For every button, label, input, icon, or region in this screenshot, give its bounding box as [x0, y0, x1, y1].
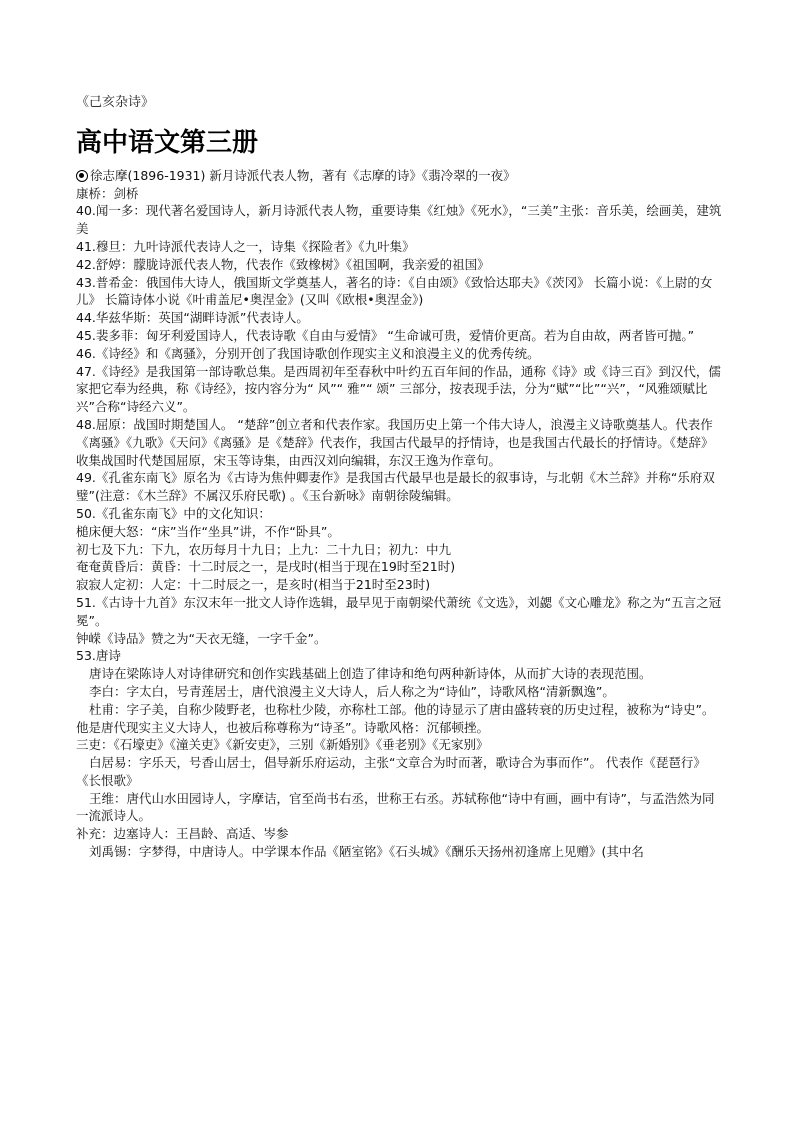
text-line — [76, 202, 722, 238]
text-line — [76, 541, 722, 559]
poem-reference: 《己亥杂诗》 — [76, 95, 155, 110]
line-text: 白居易：字乐天，号香山居士，倡导新乐府运动，主张“文章合为时而著，歌诗合为事而作”。 代表作《琵琶行》《长恨歌》 — [76, 755, 706, 788]
line-text: 初七及下九：下九，农历每月十九日；上九：二十九日；初九：中九 — [76, 541, 452, 557]
line-text: 50.《孔雀东南飞》中的文化知识： — [76, 505, 271, 521]
text-line — [76, 274, 722, 310]
text-line — [76, 683, 722, 701]
line-text: 46.《诗经》和《离骚》，分别开创了我国诗歌创作现实主义和浪漫主义的优秀传统。 — [76, 345, 540, 361]
text-line — [76, 665, 722, 683]
document-page — [76, 94, 722, 861]
line-text: 唐诗在梁陈诗人对诗律研究和创作实践基础上创造了律诗和绝句两种新诗体，从而扩大诗的表现范围。 — [89, 666, 652, 682]
line-text: 三吏：《石壕吏》《潼关吏》《新安吏》，三别《新婚别》《垂老别》《无家别》 — [76, 737, 489, 753]
text-line — [76, 701, 722, 737]
bullet-circle-icon — [76, 170, 88, 182]
line-text: 杜甫：字子美，自称少陵野老，也称杜少陵，亦称杜工部。他的诗显示了唐由盛转衰的历史过程，被称为“诗史”。他是唐代现实主义大诗人，也被后称尊称为“诗圣”。诗歌风格：沉郁顿挫。 — [76, 701, 715, 735]
text-line — [76, 843, 722, 861]
text-line — [76, 363, 722, 416]
text-line — [76, 167, 722, 185]
line-text: 康桥：剑桥 — [76, 185, 139, 201]
line-text: 49.《孔雀东南飞》原名为《古诗为焦仲卿妻作》是我国古代最早也是最长的叙事诗，与北朝《木兰辞》并称“乐府双璧”(注意：《木兰辞》不属汉乐府民歌) 。《玉台新咏》南朝徐陵编辑。 — [76, 470, 715, 504]
line-text: 45.裴多菲：匈牙利爱国诗人，代表诗歌《自由与爱情》 “生命诚可贵，爱情价更高。若为自由故，两者皆可抛。” — [76, 327, 695, 343]
text-line — [76, 185, 722, 203]
text-line — [76, 576, 722, 594]
line-text: 寂寂人定初：人定：十二时辰之一，是亥时(相当于21时至23时) — [76, 577, 431, 593]
line-text: 李白：字太白，号青莲居士，唐代浪漫主义大诗人，后人称之为“诗仙”，诗歌风格“清新飘逸”。 — [89, 683, 615, 699]
text-line — [76, 523, 722, 541]
line-text: 42.舒婷：朦胧诗派代表人物，代表作《致橡树》《祖国啊，我亲爱的祖国》 — [76, 256, 490, 272]
text-line — [76, 469, 722, 505]
line-text: 43.普希金：俄国伟大诗人，俄国斯文学奠基人，著名的诗：《自由颂》《致恰达耶夫》《茨冈》 长篇小说：《上尉的女儿》 长篇诗体小说《叶甫盖尼•奥涅金》(又叫《欧根•奥涅金》) — [76, 274, 713, 308]
document-body — [76, 167, 722, 861]
page-title: 高中语文第三册 — [76, 127, 259, 158]
text-line — [76, 327, 722, 345]
text-line — [76, 309, 722, 327]
text-line — [76, 790, 722, 826]
text-line — [76, 256, 722, 274]
line-text: 40.闻一多：现代著名爱国诗人，新月诗派代表人物，重要诗集《红烛》《死水》，“三美”主张：音乐美，绘画美，建筑美 — [76, 203, 722, 237]
line-text: 钟嵘《诗品》赞之为“天衣无缝，一字千金”。 — [76, 630, 327, 646]
line-text: 奄奄黄昏后：黄昏：十二时辰之一，是戌时(相当于现在19时至21时) — [76, 559, 456, 575]
line-text: 徐志摩(1896-1931) 新月诗派代表人物，著有《志摩的诗》《翡冷翠的一夜》 — [90, 167, 516, 183]
line-text: 补充：边塞诗人：王昌龄、高适、岑参 — [76, 826, 289, 842]
line-text: 47.《诗经》是我国第一部诗歌总集。是西周初年至春秋中叶约五百年间的作品，通称《诗》或《诗三百》到汉代，儒家把它奉为经典，称《诗经》，按内容分为“ 风”“ 雅”“ 颂” 三部分，按表现手法，分为“赋”“比”“兴”，“风雅颂赋比兴”合称“诗经六义”。 — [76, 363, 721, 415]
line-text: 51.《古诗十九首》东汉末年一批文人诗作选辑，最早见于南朝梁代萧统《文选》，刘勰《文心雕龙》称之为“五言之冠冕”。 — [76, 594, 722, 628]
text-line — [76, 594, 722, 630]
line-text: 53.唐诗 — [76, 648, 121, 664]
text-line — [76, 416, 722, 469]
text-line — [76, 505, 722, 523]
text-line — [76, 825, 722, 843]
line-text: 44.华兹华斯：英国“湖畔诗派”代表诗人。 — [76, 310, 309, 326]
text-line — [76, 736, 722, 754]
line-text: 王维：唐代山水田园诗人，字摩诘，官至尚书右丞，世称王右丞。苏轼称他“诗中有画，画中有诗”，与孟浩然为同一流派诗人。 — [76, 790, 715, 824]
text-line — [76, 238, 722, 256]
text-line — [76, 647, 722, 665]
line-text: 41.穆旦：九叶诗派代表诗人之一，诗集《探险者》《九叶集》 — [76, 238, 415, 254]
text-line — [76, 754, 722, 790]
text-line — [76, 558, 722, 576]
text-line — [76, 345, 722, 363]
line-text: 48.屈原：战国时期楚国人。 “楚辞”创立者和代表作家。我国历史上第一个伟大诗人，浪漫主义诗歌奠基人。代表作《离骚》《九歌》《天问》《离骚》是《楚辞》代表作，我国古代最早的抒情诗，也是我国古代最长的抒情诗。《楚辞》收集战国时代楚国屈原，宋玉等诗集，由西汉刘向编辑，东汉王逸为作章句。 — [76, 416, 714, 468]
text-line — [76, 630, 722, 648]
line-text: 刘禹锡：字梦得，中唐诗人。中学课本作品《陋室铭》《石头城》《酬乐天扬州初逢席上见赠》(其中名 — [89, 844, 644, 860]
line-text: 槌床便大怒：“床”当作“坐具”讲，不作“卧具”。 — [76, 523, 340, 539]
